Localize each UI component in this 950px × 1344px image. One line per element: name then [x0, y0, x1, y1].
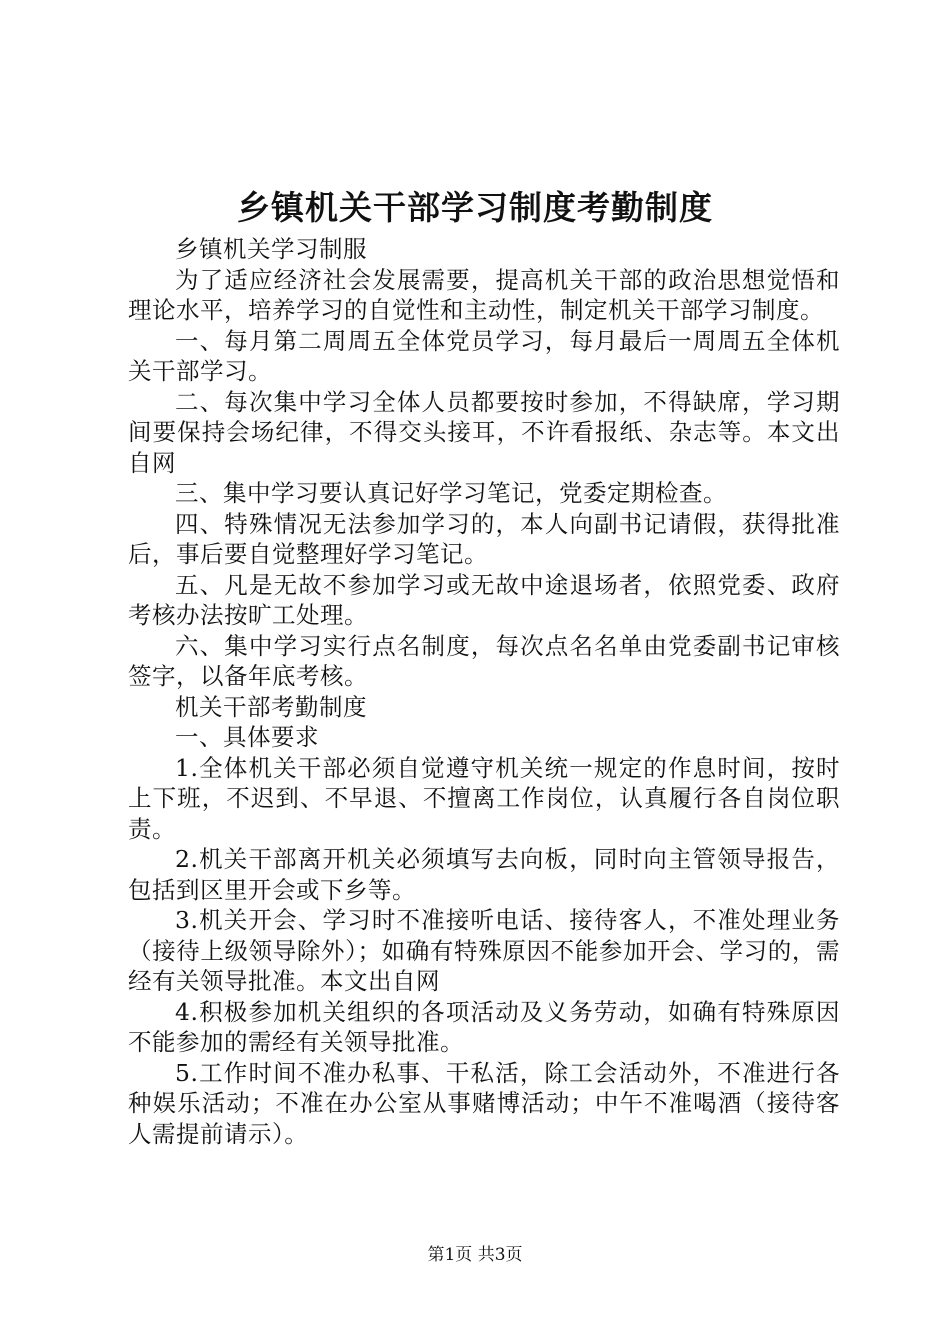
paragraph: 四、特殊情况无法参加学习的，本人向副书记请假，获得批准后，事后要自觉整理好学习笔记。	[128, 509, 840, 568]
paragraph: 乡镇机关学习制服	[175, 235, 367, 263]
list-item: 2.机关干部离开机关必须填写去向板，同时向主管领导报告，包括到区里开会或下乡等。	[128, 845, 840, 904]
section-heading: 机关干部考勤制度	[175, 692, 367, 721]
document-body	[128, 234, 840, 1149]
paragraph: 二、每次集中学习全体人员都要按时参加，不得缺席，学习期间要保持会场纪律，不得交头接耳，不许看报纸、杂志等。本文出自网	[128, 387, 840, 477]
paragraph: 为了适应经济社会发展需要，提高机关干部的政治思想觉悟和理论水平，培养学习的自觉性和主动性，制定机关干部学习制度。	[128, 265, 840, 324]
list-item: 4.积极参加机关组织的各项活动及义务劳动，如确有特殊原因不能参加的需经有关领导批准。	[128, 997, 840, 1056]
paragraph: 一、每月第二周周五全体党员学习，每月最后一周周五全体机关干部学习。	[128, 326, 840, 385]
page-number: 第1页 共3页	[427, 1245, 523, 1265]
paragraph: 三、集中学习要认真记好学习笔记，党委定期检查。	[175, 479, 727, 507]
list-item: 5.工作时间不准办私事、干私活，除工会活动外，不准进行各种娱乐活动；不准在办公室从事赌博活动；中午不准喝酒（接待客人需提前请示）。	[128, 1058, 840, 1148]
document-title: 乡镇机关干部学习制度考勤制度	[237, 188, 713, 227]
subsection-heading: 一、具体要求	[175, 723, 319, 751]
paragraph: 五、凡是无故不参加学习或无故中途退场者，依照党委、政府考核办法按旷工处理。	[128, 570, 840, 629]
list-item: 1.全体机关干部必须自觉遵守机关统一规定的作息时间，按时上下班，不迟到、不早退、不擅离工作岗位，认真履行各自岗位职责。	[128, 753, 840, 843]
paragraph: 六、集中学习实行点名制度，每次点名名单由党委副书记审核签字，以备年底考核。	[128, 631, 840, 690]
list-item: 3.机关开会、学习时不准接听电话、接待客人，不准处理业务（接待上级领导除外）；如确有特殊原因不能参加开会、学习的，需经有关领导批准。本文出自网	[128, 906, 840, 995]
